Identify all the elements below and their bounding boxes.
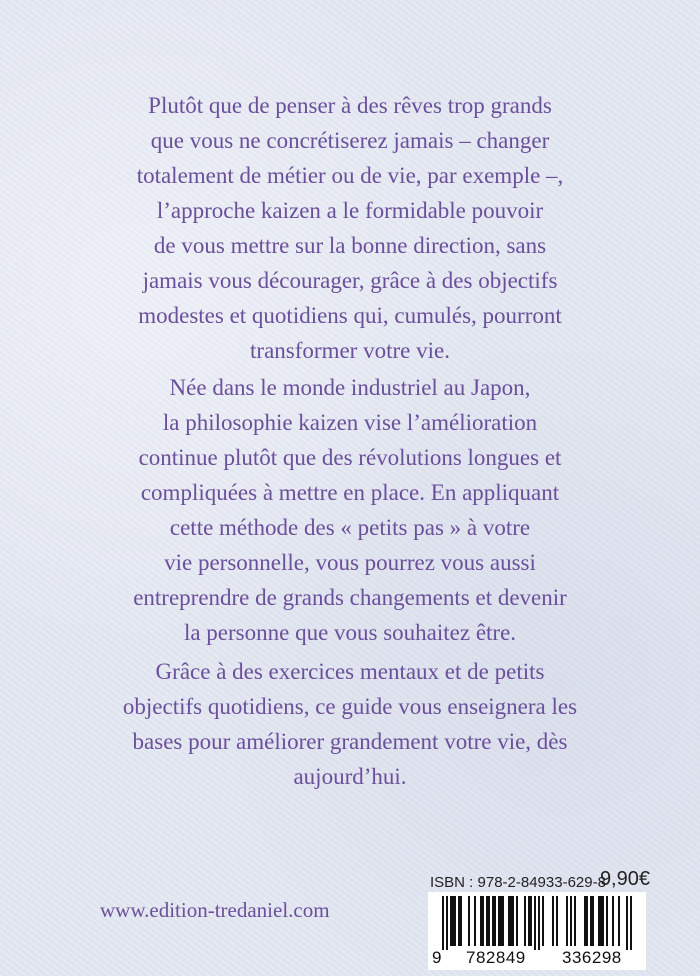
text-line: que vous ne concrétiserez jamais – changer — [150, 128, 550, 153]
barcode-bar — [570, 896, 572, 946]
barcode-bar — [454, 896, 456, 946]
barcode — [428, 892, 646, 970]
barcode-bar — [584, 896, 586, 946]
barcode-bar — [498, 896, 500, 946]
barcode-bar — [630, 896, 632, 950]
barcode-bar — [452, 896, 454, 946]
text-line: jamais vous décourager, grâce à des objectifs — [142, 268, 558, 293]
barcode-bar — [566, 896, 568, 946]
description-paragraph-2 — [110, 370, 590, 650]
barcode-bar — [602, 896, 604, 946]
text-line: transformer votre vie. — [250, 338, 450, 363]
text-line: cette méthode des « petits pas » à votre — [169, 515, 531, 540]
barcode-bar — [446, 896, 448, 950]
barcode-bar — [486, 896, 488, 946]
barcode-bar — [538, 896, 540, 950]
text-line: bases pour améliorer grandement votre vie, dès — [132, 729, 568, 754]
barcode-bar — [512, 896, 514, 946]
text-line: totalement de métier ou de vie, par exemple –, — [136, 163, 564, 188]
barcode-left-group: 782849 — [466, 948, 526, 967]
barcode-bar — [468, 896, 470, 946]
barcode-bar — [528, 896, 530, 946]
barcode-bar — [450, 896, 452, 946]
barcode-bar — [502, 896, 504, 946]
barcode-bar — [494, 896, 496, 946]
text-line: Grâce à des exercices mentaux et de petits — [155, 659, 545, 684]
barcode-bar — [500, 896, 502, 946]
barcode-bar — [542, 896, 544, 946]
barcode-bar — [460, 896, 462, 946]
barcode-first-digit: 9 — [432, 948, 442, 967]
text-line: la personne que vous souhaitez être. — [183, 620, 517, 645]
barcode-bar — [574, 896, 576, 946]
barcode-bar — [492, 896, 494, 946]
barcode-bar — [488, 896, 490, 946]
barcode-bar — [592, 896, 594, 946]
barcode-right-group: 336298 — [562, 948, 622, 967]
barcode-bar — [482, 896, 484, 946]
barcode-bar — [480, 896, 482, 946]
text-line: objectifs quotidiens, ce guide vous enseignera les — [122, 694, 578, 719]
text-line: de vous mettre sur la bonne direction, sans — [153, 233, 547, 258]
barcode-bar — [626, 896, 628, 950]
description-paragraph-3 — [110, 654, 590, 794]
text-line: vie personnelle, vous pourrez vous aussi — [164, 550, 536, 575]
barcode-bar — [508, 896, 510, 946]
barcode-bars — [428, 892, 646, 950]
text-line: l’approche kaizen a le formidable pouvoir — [156, 198, 544, 223]
barcode-bar — [530, 896, 532, 946]
barcode-bar — [524, 896, 526, 946]
barcode-bar — [586, 896, 588, 946]
barcode-bar — [600, 896, 602, 946]
barcode-bar — [552, 896, 554, 946]
text-line: continue plutôt que des révolutions longues et — [138, 445, 562, 470]
text-line: la philosophie kaizen vise l’amélioration — [162, 410, 538, 435]
text-line: Plutôt que de penser à des rêves trop grands — [148, 93, 552, 118]
barcode-bar — [510, 896, 512, 946]
text-line: entreprendre de grands changements et devenir — [133, 585, 567, 610]
price-label: 9,90€ — [599, 868, 650, 890]
barcode-bar — [474, 896, 476, 946]
text-line: aujourd’hui. — [293, 764, 407, 789]
barcode-bar — [590, 896, 592, 946]
barcode-bar — [556, 896, 558, 946]
barcode-bar — [516, 896, 518, 946]
barcode-bar — [618, 896, 620, 946]
barcode-bar — [598, 896, 600, 946]
barcode-bar — [606, 896, 608, 946]
barcode-bar — [534, 896, 536, 950]
barcode-bar — [442, 896, 444, 950]
publisher-website: www.edition-tredaniel.com — [100, 898, 330, 922]
barcode-bar — [612, 896, 614, 946]
isbn-number: ISBN : 978-2-84933-629-8 — [430, 874, 606, 891]
text-line: Née dans le monde industriel au Japon, — [169, 375, 531, 400]
description-paragraph-1 — [110, 88, 590, 368]
text-line: compliquées à mettre en place. En appliquant — [140, 480, 560, 505]
text-line: modestes et quotidiens qui, cumulés, pourront — [138, 303, 562, 328]
barcode-bar — [458, 896, 460, 946]
